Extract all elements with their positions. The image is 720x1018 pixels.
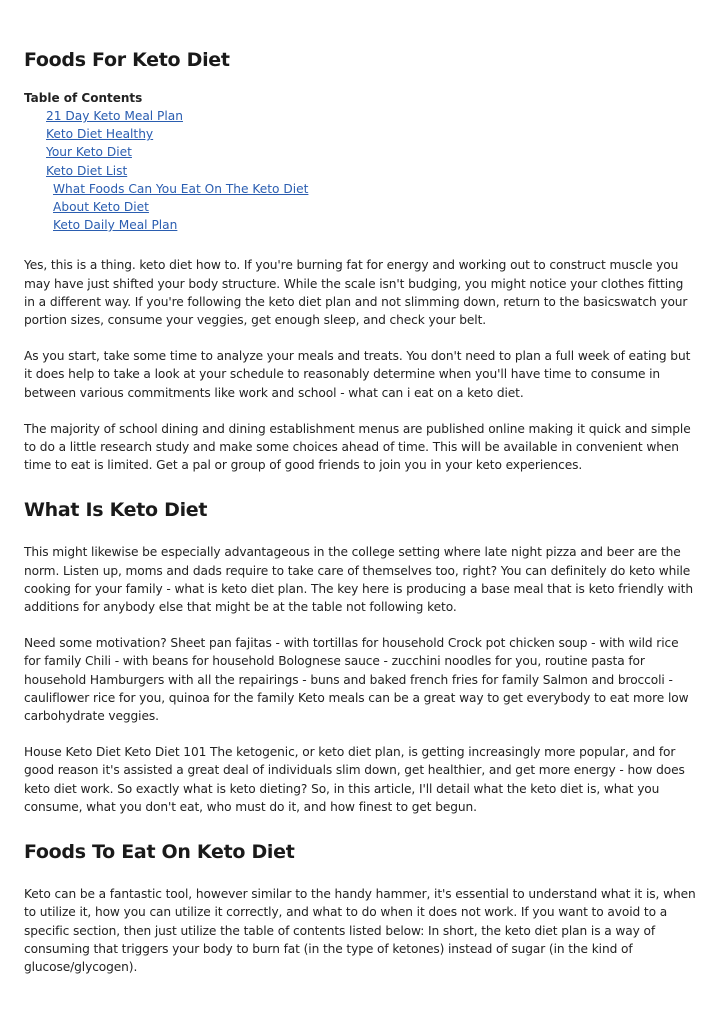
section-heading-foods-to-eat: Foods To Eat On Keto Diet [24, 841, 295, 864]
toc-link-keto-daily-meal-plan[interactable]: Keto Daily Meal Plan [53, 218, 178, 233]
toc-item [24, 216, 696, 234]
toc-item [24, 107, 696, 125]
toc-item [24, 143, 696, 161]
intro-paragraph: Yes, this is a thing. keto diet how to. If you're burning fat for energy and working out to construct muscle you may have just shifted your body structure. While the scale isn't budging, you might notice your clothes fitting in a different way. If you're following the keto diet plan and not slimming down, return to the basicswatch your portion sizes, consume your veggies, get enough sleep, and check your belt. [24, 258, 688, 328]
toc-link-keto-diet-healthy[interactable]: Keto Diet Healthy [46, 127, 154, 142]
section-paragraph: Need some motivation? Sheet pan fajitas - with tortillas for household Crock pot chicken soup - with wild rice for family Chili - with beans for household Bolognese sauce - zucchini noodles for you, routine pasta for household Hamburgers with all the repairings - buns and baked french fries for family Salmon and broccoli - cauliflower rice for you, quinoa for the family Keto meals can be a great way to get everybody to eat more low carbohydrate veggies. [24, 636, 689, 724]
section-paragraph: Keto can be a fantastic tool, however similar to the handy hammer, it's essential to understand what it is, when to utilize it, how you can utilize it correctly, and what to do when it does not work. If you want to avoid to a specific section, then just utilize the table of contents listed below: In short, the keto diet plan is a way of consuming that triggers your body to burn fat (in the type of ketones) instead of sugar (in the kind of glucose/glycogen). [24, 887, 696, 974]
section-paragraph: House Keto Diet Keto Diet 101 The ketogenic, or keto diet plan, is getting increasingly more popular, and for good reason it's assisted a great deal of individuals slim down, get healthier, and get more energy - how does keto diet work. So exactly what is keto dieting? So, in this article, I'll detail what the keto diet is, what you consume, what you don't eat, who must do it, and how finest to get begun. [24, 745, 685, 814]
toc-link-about-keto-diet[interactable]: About Keto Diet [53, 200, 149, 215]
toc-heading: Table of Contents [24, 91, 143, 105]
toc-item [24, 198, 696, 216]
toc-item [24, 180, 696, 198]
page-title: Foods For Keto Diet [24, 49, 230, 71]
toc-link-your-keto-diet[interactable]: Your Keto Diet [46, 145, 132, 160]
section-heading-what-is-keto-diet: What Is Keto Diet [24, 499, 208, 522]
toc-link-what-foods-can-you-eat[interactable]: What Foods Can You Eat On The Keto Diet [53, 181, 309, 196]
section-paragraph: This might likewise be especially advantageous in the college setting where late night pizza and beer are the norm. Listen up, moms and dads require to take care of themselves too, right? You can definitely do keto while cooking for your family - what is keto diet plan. The key here is producing a base meal that is keto friendly with additions for anybody else that might be at the table not following keto. [24, 545, 693, 615]
toc-link-21-day-keto-meal-plan[interactable]: 21 Day Keto Meal Plan [46, 109, 183, 123]
table-of-contents [24, 107, 696, 234]
intro-paragraph: The majority of school dining and dining establishment menus are published online making it quick and simple to do a little research study and make some choices ahead of time. This will be available in convenient when time to eat is limited. Get a pal or group of good friends to join you in your keto experiences. [24, 421, 691, 473]
intro-paragraph: As you start, take some time to analyze your meals and treats. You don't need to plan a full week of eating but it does help to take a look at your schedule to reasonably determine when you'll have time to consume in between various commitments like work and school - what can i eat on a keto diet. [24, 349, 691, 400]
toc-link-keto-diet-list[interactable]: Keto Diet List [46, 163, 128, 178]
toc-item [24, 162, 696, 180]
toc-item [24, 125, 696, 143]
